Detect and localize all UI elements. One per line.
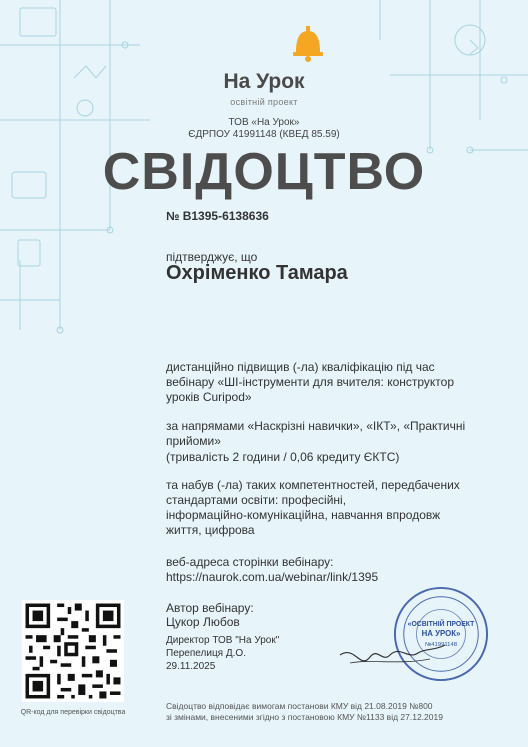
brand-subtitle: освітній проект bbox=[230, 97, 298, 107]
issue-date: 29.11.2025 bbox=[166, 661, 216, 672]
footer-line: Свідоцтво відповідає вимогам постанови КМУ від 21.08.2019 №800 bbox=[166, 701, 433, 711]
webinar-url-link[interactable]: https://naurok.com.ua/webinar/link/1395 bbox=[166, 570, 379, 584]
organization-code: ЄДРПОУ 41991148 (КВЕД 85.59) bbox=[188, 129, 340, 140]
competencies-line: та набув (-ла) таких компетентностей, передбачених bbox=[166, 478, 460, 492]
webinar-label: веб-адреса сторінки вебінару: bbox=[166, 555, 334, 569]
director-signature bbox=[330, 615, 450, 675]
svg-text:«ОСВІТНІЙ ПРОЕКТ: «ОСВІТНІЙ ПРОЕКТ bbox=[407, 621, 475, 629]
directions-line: за напрямами «Наскрізні навички», «ІКТ», «Практичні bbox=[166, 419, 466, 433]
qualification-line: дистанційно підвищив (-ла) кваліфікацію під час bbox=[166, 360, 435, 374]
author-name: Цукор Любов bbox=[166, 615, 240, 629]
recipient-name: Охріменко Тамара bbox=[166, 262, 348, 284]
qualification-line: вебінару «ШІ-інструменти для вчителя: конструктор bbox=[166, 375, 455, 389]
certificate-number: № B1395-6138636 bbox=[166, 209, 269, 223]
director-name: Перепелиця Д.О. bbox=[166, 648, 246, 659]
competencies-line: життя, цифрова bbox=[166, 523, 255, 537]
footer-line: зі змінами, внесеними згідно з постановою КМУ №1133 від 27.12.2019 bbox=[166, 712, 443, 722]
competencies-line: стандартами освіти: професійні, bbox=[166, 493, 347, 507]
svg-text:НА УРОК»: НА УРОК» bbox=[421, 628, 461, 638]
qr-code bbox=[22, 600, 124, 702]
bell-logo-icon bbox=[291, 26, 325, 62]
brand-name: На Урок bbox=[223, 70, 305, 93]
directions-line: прийоми» bbox=[166, 434, 221, 448]
qualification-line: уроків Curipod» bbox=[166, 390, 252, 404]
svg-text:№41991148: №41991148 bbox=[424, 641, 458, 648]
author-label: Автор вебінару: bbox=[166, 601, 254, 615]
director-title: Директор ТОВ "На Урок" bbox=[166, 635, 280, 646]
qr-caption: QR-код для перевірки свідоцтва bbox=[20, 709, 126, 716]
competencies-line: інформаційно-комунікаційна, навчання впродовж bbox=[166, 508, 441, 522]
certificate-title: СВІДОЦТВО bbox=[102, 143, 426, 201]
organization-name: ТОВ «На Урок» bbox=[228, 117, 300, 128]
duration-text: (тривалість 2 години / 0,06 кредиту ЄКТС) bbox=[166, 450, 400, 464]
confirms-text: підтверджує, що bbox=[166, 250, 258, 264]
